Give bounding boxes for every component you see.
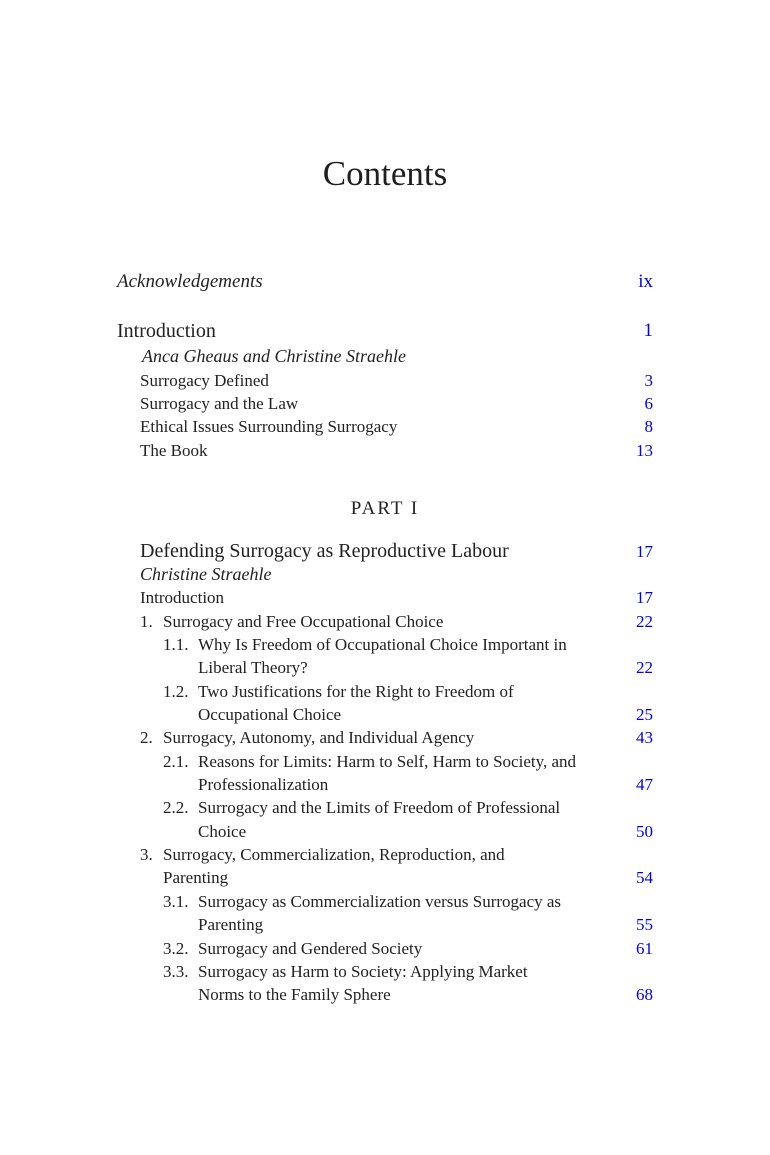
- section-number: 2.: [140, 728, 153, 747]
- page-link-acknowledgements[interactable]: ix: [638, 271, 653, 292]
- toc-entry-ethical-issues[interactable]: Ethical Issues Surrounding Surrogacy: [140, 417, 398, 436]
- subsection-number: 1.1.: [163, 635, 189, 654]
- toc-entry-the-book[interactable]: The Book: [140, 441, 208, 460]
- toc-entry-section-3-3-cont[interactable]: Norms to the Family Sphere: [198, 985, 391, 1004]
- toc-entry-surrogacy-and-law[interactable]: Surrogacy and the Law: [140, 394, 299, 413]
- page-link-section-1[interactable]: 22: [636, 612, 653, 631]
- toc-entry-section-3-cont[interactable]: Parenting: [163, 868, 229, 887]
- toc-entry-section-3-3[interactable]: Surrogacy as Harm to Society: Applying Market: [198, 962, 528, 981]
- toc-entry-introduction[interactable]: Introduction: [117, 320, 216, 342]
- page-link-section-3-3[interactable]: 68: [636, 985, 653, 1004]
- subsection-number: 2.1.: [163, 752, 189, 771]
- page-link-ethical-issues[interactable]: 8: [644, 417, 653, 436]
- toc-entry-section-1-1-cont[interactable]: Liberal Theory?: [198, 658, 308, 677]
- toc-entry-surrogacy-defined[interactable]: Surrogacy Defined: [140, 371, 269, 390]
- toc-entry-section-2-2-cont[interactable]: Choice: [198, 822, 247, 841]
- section-number: 1.: [140, 612, 153, 631]
- page-link-chapter-title[interactable]: 17: [636, 542, 653, 561]
- page-link-introduction[interactable]: 1: [643, 320, 653, 341]
- page-link-chapter-introduction[interactable]: 17: [636, 588, 653, 607]
- subsection-number: 1.2.: [163, 682, 189, 701]
- page-link-surrogacy-and-law[interactable]: 6: [644, 394, 653, 413]
- page-title: Contents: [322, 154, 448, 193]
- chapter-author: Christine Straehle: [140, 564, 272, 584]
- page-link-surrogacy-defined[interactable]: 3: [644, 371, 653, 390]
- page-link-section-2[interactable]: 43: [636, 728, 653, 747]
- toc-entry-section-1-2-cont[interactable]: Occupational Choice: [198, 705, 342, 724]
- toc-entry-chapter-introduction[interactable]: Introduction: [140, 588, 225, 607]
- page-link-section-3-1[interactable]: 55: [636, 915, 653, 934]
- page-link-the-book[interactable]: 13: [636, 441, 653, 460]
- page-link-section-3[interactable]: 54: [636, 868, 653, 887]
- introduction-authors: Anca Gheaus and Christine Straehle: [142, 346, 406, 366]
- toc-entry-section-2-2[interactable]: Surrogacy and the Limits of Freedom of Professional: [198, 798, 561, 817]
- toc-entry-section-1[interactable]: Surrogacy and Free Occupational Choice: [163, 612, 444, 631]
- toc-entry-section-3[interactable]: Surrogacy, Commercialization, Reproduction, and: [163, 845, 505, 864]
- page-link-section-3-2[interactable]: 61: [636, 939, 653, 958]
- section-number: 3.: [140, 845, 153, 864]
- toc-entry-section-2-1[interactable]: Reasons for Limits: Harm to Self, Harm to Society, and: [198, 752, 577, 771]
- subsection-number: 3.3.: [163, 962, 189, 981]
- toc-entry-acknowledgements[interactable]: Acknowledgements: [117, 271, 263, 292]
- subsection-number: 3.2.: [163, 939, 189, 958]
- page-link-section-2-1[interactable]: 47: [636, 775, 653, 794]
- page-link-section-1-2[interactable]: 25: [636, 705, 653, 724]
- page-link-section-1-1[interactable]: 22: [636, 658, 653, 677]
- toc-entry-chapter-title[interactable]: Defending Surrogacy as Reproductive Labour: [140, 540, 509, 562]
- toc-entry-section-1-2[interactable]: Two Justifications for the Right to Freedom of: [198, 682, 514, 701]
- toc-entry-section-3-2[interactable]: Surrogacy and Gendered Society: [198, 939, 423, 958]
- toc-entry-section-2[interactable]: Surrogacy, Autonomy, and Individual Agency: [163, 728, 475, 747]
- subsection-number: 3.1.: [163, 892, 189, 911]
- subsection-number: 2.2.: [163, 798, 189, 817]
- toc-entry-section-2-1-cont[interactable]: Professionalization: [198, 775, 329, 794]
- part-heading: PART I: [350, 498, 420, 519]
- toc-entry-section-3-1-cont[interactable]: Parenting: [198, 915, 264, 934]
- page-link-section-2-2[interactable]: 50: [636, 822, 653, 841]
- toc-entry-section-3-1[interactable]: Surrogacy as Commercialization versus Surrogacy as: [198, 892, 562, 911]
- toc-entry-section-1-1[interactable]: Why Is Freedom of Occupational Choice Important in: [198, 635, 567, 654]
